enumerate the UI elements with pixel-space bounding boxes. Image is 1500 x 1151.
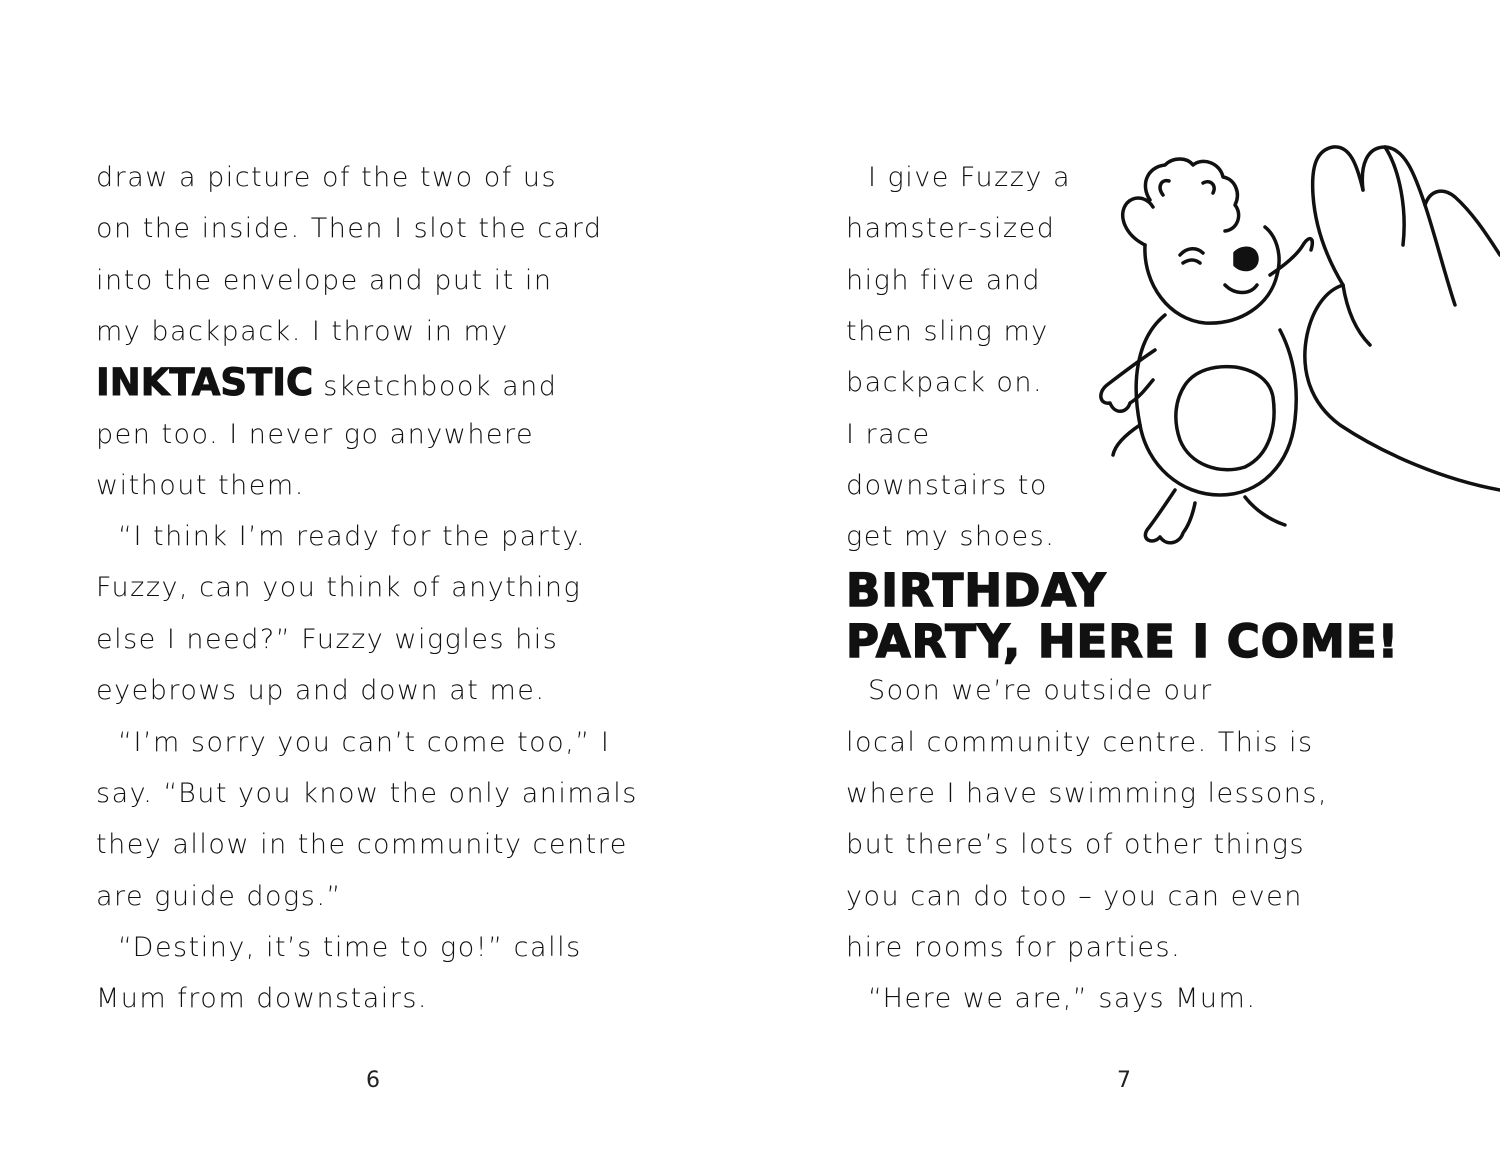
text-line: I give Fuzzy a bbox=[868, 162, 1072, 193]
text-line: “I think I’m ready for the party. bbox=[118, 521, 587, 552]
text-line: say. “But you know the only animals bbox=[96, 778, 638, 809]
text-line: Soon we’re outside our bbox=[868, 675, 1213, 706]
page-number-left: 6 bbox=[366, 1068, 380, 1093]
text-line: without them. bbox=[96, 470, 305, 501]
text-line: on the inside. Then I slot the card bbox=[96, 213, 603, 244]
inktastic-rest: sketchbook and bbox=[313, 371, 558, 402]
text-line: pen too. I never go anywhere bbox=[96, 419, 535, 450]
text-line: they allow in the community centre bbox=[96, 829, 628, 860]
text-line: “Destiny, it’s time to go!” calls bbox=[118, 932, 582, 963]
inktastic-word: INKTASTIC bbox=[96, 361, 314, 404]
text-line: high five and bbox=[846, 265, 1041, 296]
heading-party-here-i-come: PARTY, HERE I COME! bbox=[846, 615, 1400, 668]
text-line: are guide dogs.” bbox=[96, 881, 342, 912]
text-line: downstairs to bbox=[846, 470, 1048, 501]
text-line: “Here we are,” says Mum. bbox=[868, 983, 1257, 1014]
text-line: Fuzzy, can you think of anything bbox=[96, 572, 582, 603]
text-line: else I need?” Fuzzy wiggles his bbox=[96, 624, 559, 655]
text-line: backpack on. bbox=[846, 367, 1044, 398]
hand-illustration bbox=[1305, 147, 1500, 490]
text-line: I race bbox=[846, 419, 931, 450]
text-line: hire rooms for parties. bbox=[846, 932, 1182, 963]
text-line: local community centre. This is bbox=[846, 727, 1314, 758]
heading-birthday: BIRTHDAY bbox=[846, 564, 1107, 617]
text-line: draw a picture of the two of us bbox=[96, 162, 558, 193]
text-line: my backpack. I throw in my bbox=[96, 316, 509, 347]
page-number-right: 7 bbox=[1117, 1068, 1131, 1093]
text-line: Mum from downstairs. bbox=[96, 983, 429, 1014]
text-line: into the envelope and put it in bbox=[96, 265, 553, 296]
text-line-inktastic bbox=[96, 363, 557, 407]
text-line: where I have swimming lessons, bbox=[846, 778, 1329, 809]
text-line: eyebrows up and down at me. bbox=[96, 675, 546, 706]
text-line: get my shoes. bbox=[846, 521, 1056, 552]
text-line: but there’s lots of other things bbox=[846, 829, 1306, 860]
text-line: hamster-sized bbox=[846, 213, 1056, 244]
hamster-high-five-illustration bbox=[1085, 135, 1500, 575]
text-line: you can do too – you can even bbox=[846, 881, 1303, 912]
text-line: then sling my bbox=[846, 316, 1049, 347]
text-line: “I’m sorry you can’t come too,” I bbox=[118, 727, 611, 758]
hamster-illustration bbox=[1101, 159, 1312, 543]
